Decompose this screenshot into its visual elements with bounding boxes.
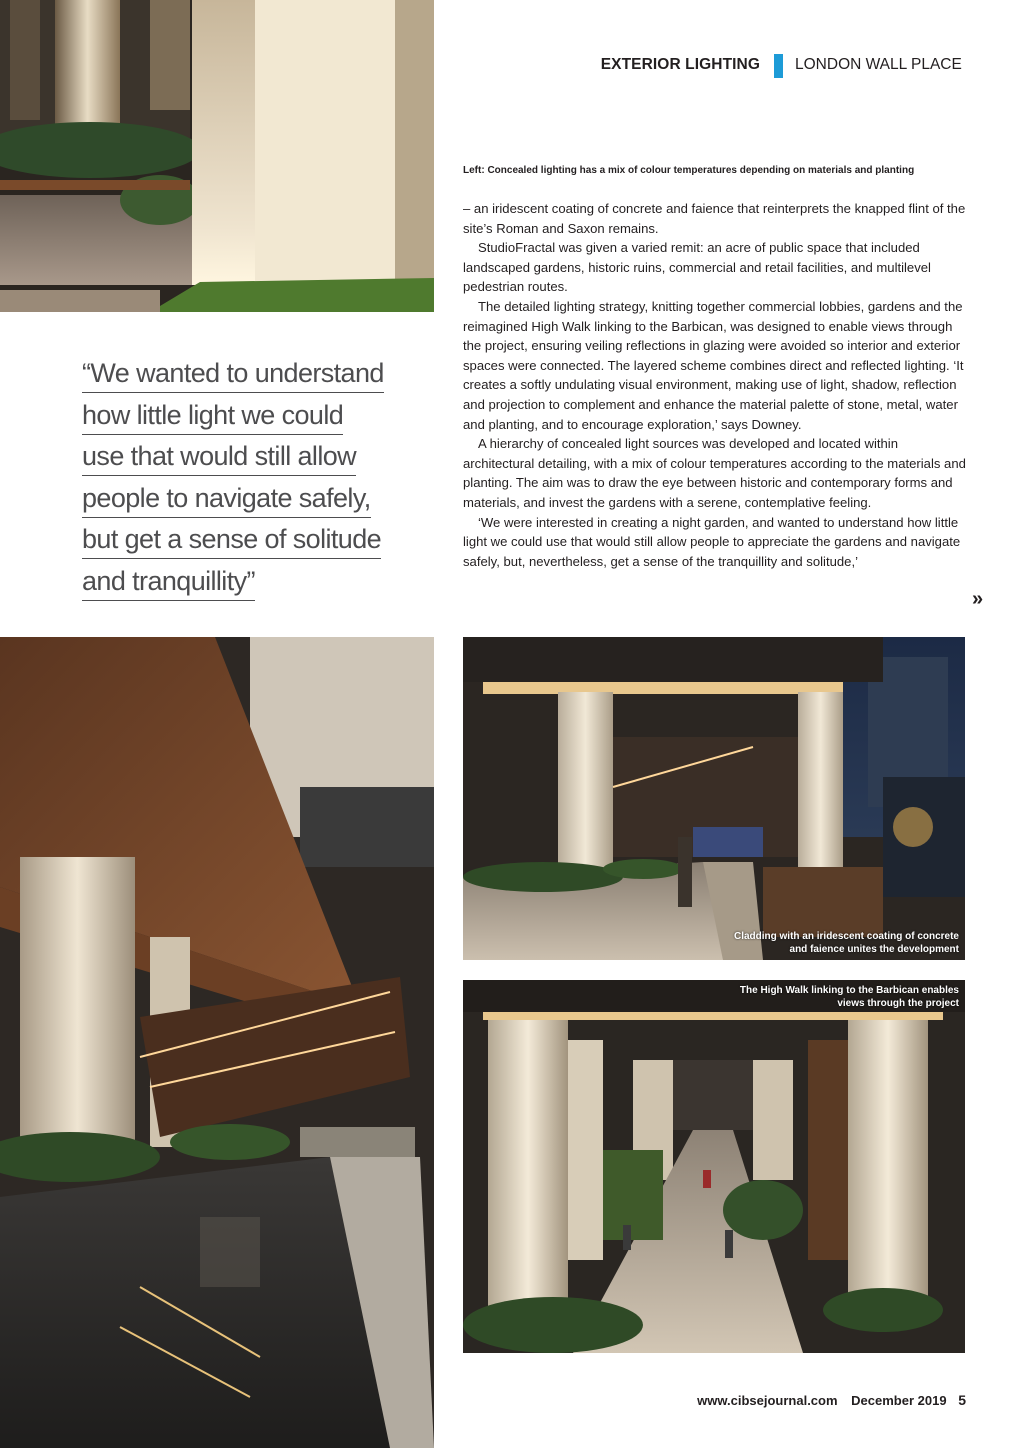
article-title: LONDON WALL PLACE [795, 56, 962, 73]
section-label: EXTERIOR LIGHTING [600, 56, 760, 73]
running-header [560, 52, 970, 80]
photo-caption-left: Left: Concealed lighting has a mix of colour temperatures depending on materials and planting [463, 165, 915, 176]
header-accent-bar [774, 54, 783, 78]
body-paragraph: – an iridescent coating of concrete and faience that reinterprets the knapped flint of the site’s Roman and Saxon remains. [463, 201, 966, 236]
page-footer [697, 1392, 966, 1408]
body-paragraph: StudioFractal was given a varied remit: an acre of public space that included landscaped gardens, historic ruins, commercial and retail facilities, and multilevel pedestrian routes. [463, 240, 931, 295]
photo-columns-garden [0, 0, 434, 312]
pull-quote-line: how little light we could [82, 398, 432, 440]
pull-quote-line: and tranquillity” [82, 564, 432, 606]
article-body [463, 199, 968, 571]
photo-caption: Cladding with an iridescent coating of concrete and faience unites the development [733, 931, 959, 955]
pull-quote-line: use that would still allow [82, 439, 432, 481]
page-number: 5 [958, 1392, 966, 1408]
photo-staircase-water [0, 637, 434, 1448]
body-paragraph: A hierarchy of concealed light sources was developed and located within architectural detailing, with a mix of colour temperatures according to the materials and planting. The aim was to draw the eye between historic and contemporary forms and materials, and invest the gardens with a serene, contemplative feeling. [463, 436, 966, 510]
body-paragraph: ‘We were interested in creating a night garden, and wanted to understand how little light we could use that would still allow people to appreciate the gardens and navigate safely, but, nevertheless, get a sense of the tranquillity and solitude,’ [463, 514, 961, 569]
issue-date: December 2019 [851, 1393, 947, 1408]
photo-cladding-lobby [463, 637, 965, 960]
body-paragraph: The detailed lighting strategy, knitting together commercial lobbies, gardens and the reimagined High Walk linking to the Barbican, was designed to enable views through the project, ensuring veiling reflections in glazing were avoided so interior and exterior spaces were connected. The layered scheme combines direct and reflected lighting. ‘It creates a softly undulating visual environment, making use of light, shadow, reflection and projection to complement and enhance the material palette of stone, metal, water and planting, and to encourage exploration,’ says Downey. [463, 298, 964, 432]
pull-quote-line: “We wanted to understand [82, 356, 432, 398]
photo-caption: The High Walk linking to the Barbican enables views through the project [739, 985, 959, 1009]
pull-quote [82, 356, 432, 605]
photo-high-walk [463, 980, 965, 1353]
pull-quote-line: people to navigate safely, [82, 481, 432, 523]
pull-quote-line: but get a sense of solitude [82, 522, 432, 564]
continue-arrow-icon: » [972, 588, 984, 610]
journal-url[interactable]: www.cibsejournal.com [697, 1393, 838, 1408]
